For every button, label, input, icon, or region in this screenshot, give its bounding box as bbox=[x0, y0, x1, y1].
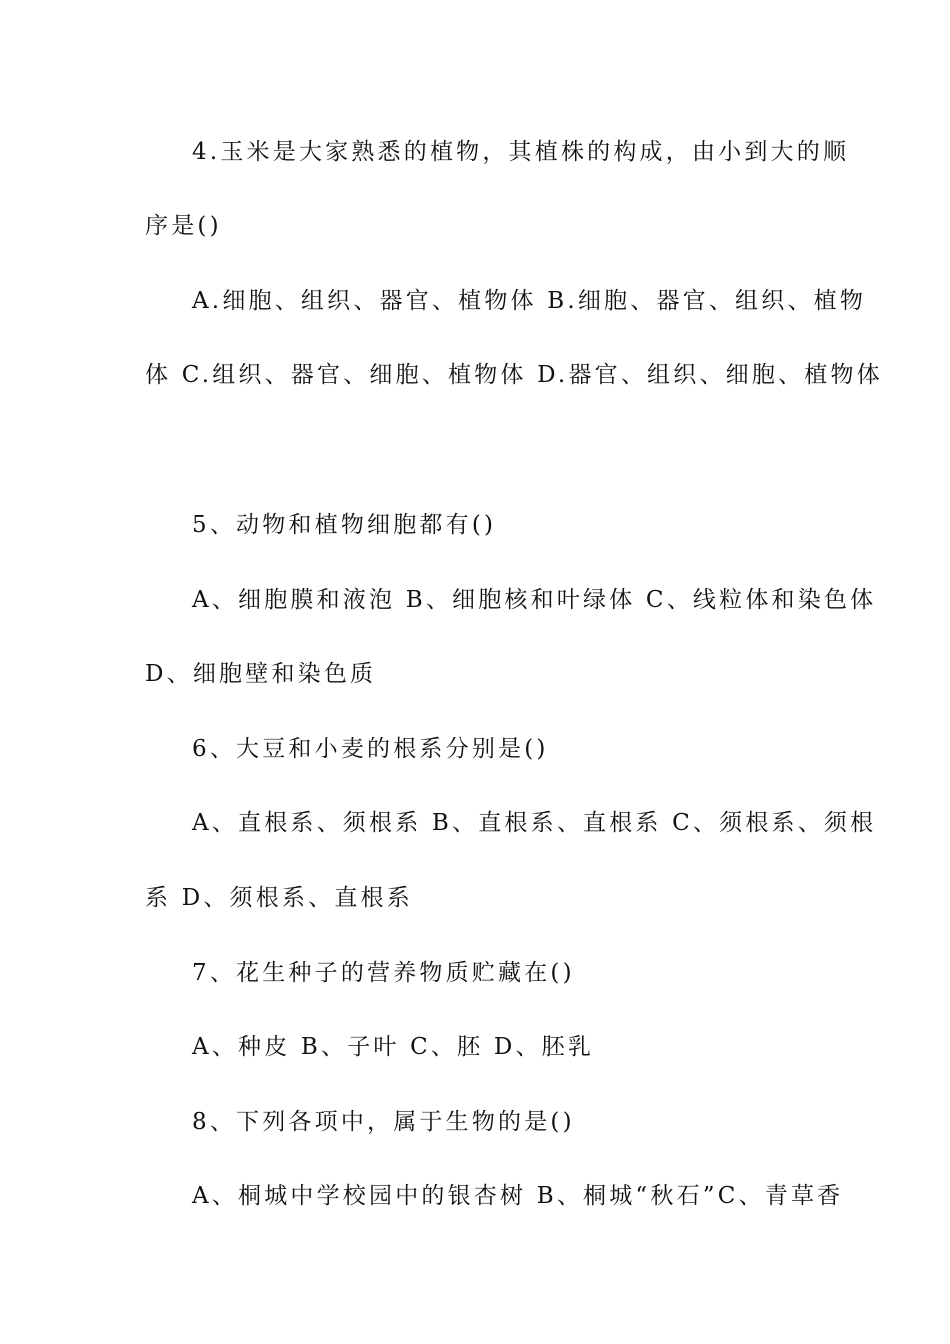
question-7-stem: 7、花生种子的营养物质贮藏在() bbox=[192, 960, 575, 986]
question-6-stem: 6、大豆和小麦的根系分别是() bbox=[192, 736, 549, 762]
question-5-stem: 5、动物和植物细胞都有() bbox=[192, 512, 497, 538]
question-5-options-line-1: A、细胞膜和液泡 B、细胞核和叶绿体 C、线粒体和染色体 bbox=[192, 587, 877, 613]
question-4-stem-line-2: 序是() bbox=[145, 213, 222, 239]
question-8-stem: 8、下列各项中，属于生物的是() bbox=[192, 1109, 575, 1135]
question-6-options-line-2: 系 D、须根系、直根系 bbox=[145, 885, 413, 911]
question-4-options-line-2: 体 C.组织、器官、细胞、植物体 D.器官、组织、细胞、植物体 bbox=[145, 362, 883, 388]
question-6-options-line-1: A、直根系、须根系 B、直根系、直根系 C、须根系、须根 bbox=[192, 810, 877, 836]
question-4-options-line-1: A.细胞、组织、器官、植物体 B.细胞、器官、组织、植物 bbox=[192, 288, 867, 314]
question-4-stem-line-1: 4.玉米是大家熟悉的植物，其植株的构成，由小到大的顺 bbox=[192, 139, 850, 165]
question-8-options-line-1: A、桐城中学校园中的银杏树 B、桐城“秋石”C、青草香 bbox=[192, 1183, 844, 1209]
question-7-options: A、种皮 B、子叶 C、胚 D、胚乳 bbox=[192, 1034, 595, 1060]
question-5-options-line-2: D、细胞壁和染色质 bbox=[145, 661, 377, 687]
